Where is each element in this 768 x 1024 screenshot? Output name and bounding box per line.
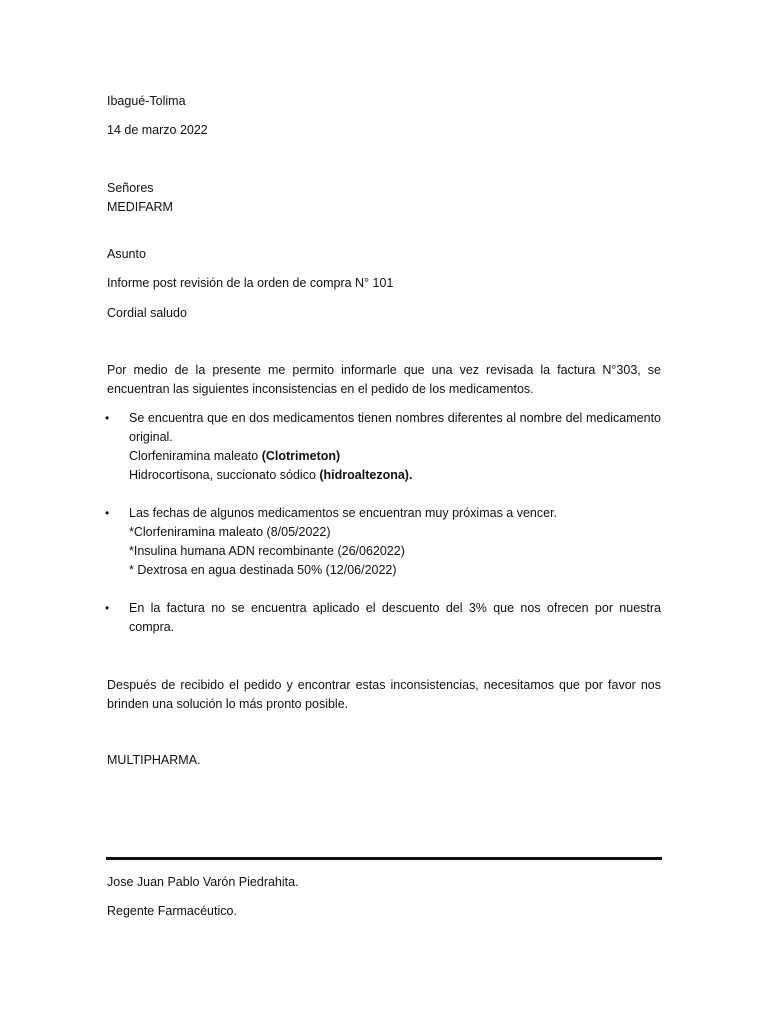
medication-name: Clorfeniramina maleato (129, 449, 262, 463)
list-item-text: Las fechas de algunos medicamentos se encuentran muy próximas a vencer. (129, 506, 558, 520)
bullet-icon: • (105, 601, 110, 615)
list-item-detail: *Insulina humana ADN recombinante (26/062022) (129, 544, 405, 558)
date-line: 14 de marzo 2022 (107, 123, 208, 137)
list-item (129, 409, 661, 485)
subject-label: Asunto (107, 247, 146, 261)
medication-name: Hidrocortisona, succionato sódico (129, 468, 320, 482)
brand-name: (hidroaltezona). (319, 468, 413, 482)
bullet-icon: • (105, 506, 110, 520)
subject-text: Informe post revisión de la orden de compra N° 101 (107, 276, 394, 290)
intro-paragraph: Por medio de la presente me permito informarle que una vez revisada la factura N°303, se encuentran las siguientes inconsistencias en el pedido de los medicamentos. (107, 363, 661, 396)
bullet-icon: • (105, 411, 110, 425)
brand-name: (Clotrimeton) (261, 449, 341, 463)
list-item-detail (129, 466, 661, 485)
place-line: Ibagué-Tolima (107, 94, 186, 108)
closing-paragraph: Después de recibido el pedido y encontrar estas inconsistencias, necesitamos que por favor nos brinden una solución lo más pronto posible. (107, 678, 661, 711)
list-item-text: Se encuentra que en dos medicamentos tienen nombres diferentes al nombre del medicamento original. (129, 411, 661, 444)
recipient-company: MEDIFARM (107, 200, 173, 214)
list-item-detail: *Clorfeniramina maleato (8/05/2022) (129, 525, 331, 539)
list-item (129, 599, 661, 637)
list-item-detail (129, 447, 661, 466)
salutation-line: Señores (107, 181, 154, 195)
greeting-line: Cordial saludo (107, 306, 187, 320)
signature-line (106, 857, 662, 860)
signer-name: Jose Juan Pablo Varón Piedrahita. (107, 875, 299, 889)
list-item (129, 504, 661, 580)
sender-company: MULTIPHARMA. (107, 753, 201, 767)
signer-title: Regente Farmacéutico. (107, 904, 237, 918)
list-item-text: En la factura no se encuentra aplicado el descuento del 3% que nos ofrecen por nuestra compra. (129, 601, 661, 634)
list-item-detail: * Dextrosa en agua destinada 50% (12/06/2022) (129, 563, 397, 577)
